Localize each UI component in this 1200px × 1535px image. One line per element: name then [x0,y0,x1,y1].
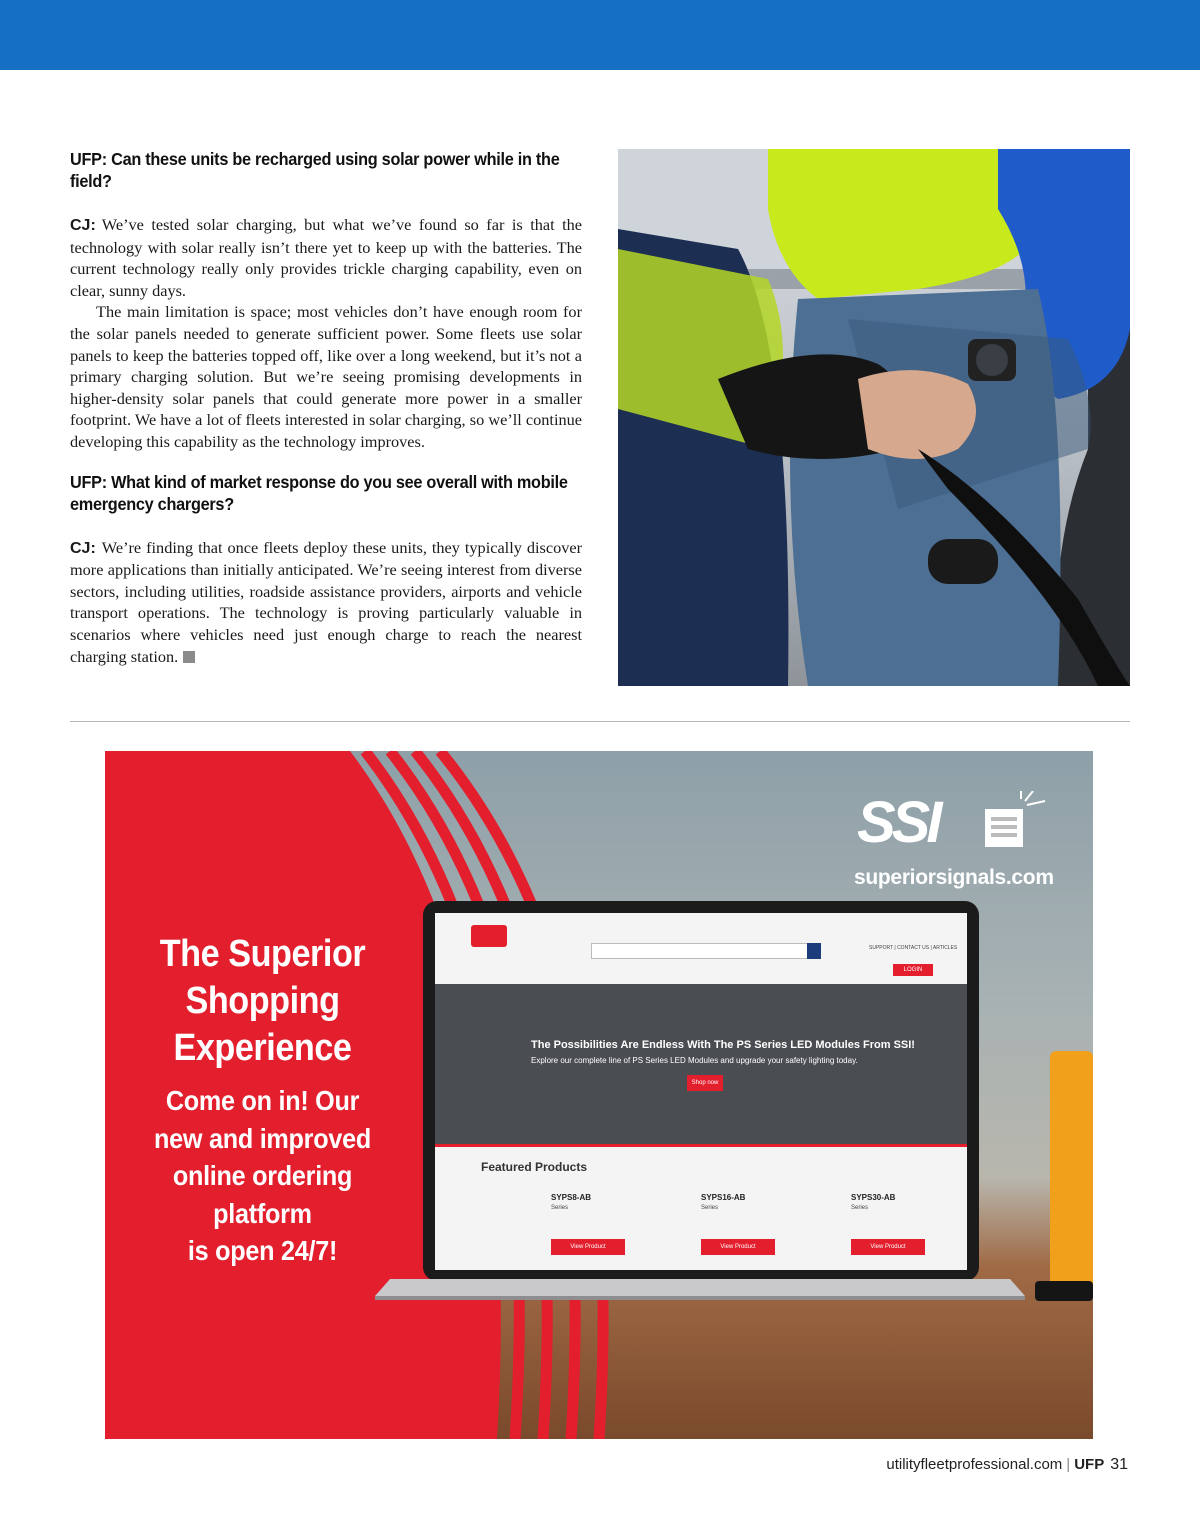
ad-headline: The Superior Shopping Experience [159,933,366,1069]
footer-site-url[interactable]: utilityfleetprofessional.com [886,1456,1063,1473]
ssi-advertisement[interactable] [105,751,1093,1439]
answer-paragraph: CJ: We’re finding that once fleets deploy these units, they typically discover more applications than initially anticipated. We’re seeing interest from diverse sectors, including utilities, roadside assistance providers, airports and vehicle transport operations. The technology is proving particularly valuable in scenarios where vehicles need just enough charge to reach the nearest charging station. [70,537,582,666]
footer-brand: UFP [1074,1456,1105,1473]
site-search-input[interactable] [591,943,808,959]
header-bar [0,0,1200,70]
ev-charging-photo [618,149,1130,686]
answer-paragraph: The main limitation is space; most vehicles don’t have enough room for the solar panels needed to generate sufficient power. Some fleets use solar panels to keep the batteries topped off, like over a long weekend, but it’s not a primary charging solution. But we’re seeing promising developments in higher-density solar panels that could generate more power in a smaller footprint. We have a lot of fleets interested in solar charging, so we’ll continue developing this capability as the technology improves. [70,302,582,451]
product-name: SYPS8-AB [551,1193,592,1202]
site-featured-heading: Featured Products [481,1160,588,1174]
product-name: SYPS30-AB [851,1193,896,1202]
speaker-label: CJ: [70,539,96,557]
answer-paragraph: CJ: We’ve tested solar charging, but what we’ve found so far is that the technology with solar really isn’t there yet to keep up with the batteries. The current technology really only provides trickle charging capability, even on clear, sunny days. [70,215,582,300]
ssi-light-icon [975,791,1055,851]
ssi-logo: SSI [857,790,939,855]
speaker-label: CJ: [70,217,96,234]
page-footer: utilityfleetprofessional.com | UFP 31 [886,1456,1128,1473]
site-search-icon[interactable] [807,943,821,959]
site-login-button[interactable]: LOGIN [893,964,933,976]
view-product-button[interactable]: View Product [551,1239,625,1255]
question-heading: UFP: Can these units be recharged using solar power while in the field? [70,149,560,191]
view-product-button[interactable]: View Product [701,1239,775,1255]
site-nav-links[interactable]: SUPPORT | CONTACT US | ARTICLES [869,945,958,951]
product-series: Series [701,1205,719,1211]
ad-copy [105,931,420,1270]
site-hero-title: The Possibilities Are Endless With The PS Series LED Modules From SSI! [531,1039,915,1051]
page-number: 31 [1110,1456,1128,1473]
ad-subline: Come on in! Our new and improved online ordering platform is open 24/7! [154,1085,371,1266]
ad-website-url[interactable]: superiorsignals.com [854,866,1054,889]
site-hero-subtitle: Explore our complete line of PS Series LED Modules and upgrade your safety lighting today. [531,1056,858,1065]
product-name: SYPS16-AB [701,1193,746,1202]
ev-charging-illustration [618,149,1130,686]
product-series: Series [551,1205,569,1211]
laptop-screen [441,917,961,1267]
site-shop-now-button[interactable]: Shop now [687,1075,723,1091]
product-series: Series [851,1205,869,1211]
question-heading: UFP: What kind of market response do you see overall with mobile emergency chargers? [70,471,568,514]
article-column [70,148,582,667]
view-product-button[interactable]: View Product [851,1239,925,1255]
site-logo-icon [471,925,507,947]
section-divider [70,721,1130,722]
end-mark-icon [183,651,195,663]
